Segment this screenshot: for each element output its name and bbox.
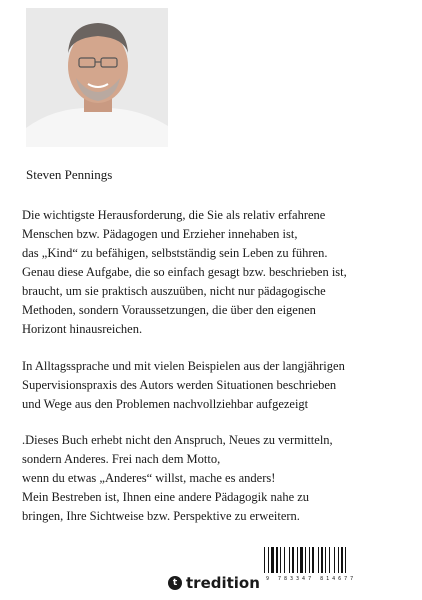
barcode-bar [312, 547, 314, 573]
description-paragraph-3 [22, 431, 400, 526]
barcode-bar [309, 547, 310, 573]
text-line: bringen, Ihre Sichtweise bzw. Perspektive zu erweitern. [22, 509, 300, 523]
barcode-bar [280, 547, 281, 573]
text-line: wenn du etwas „Anderes“ willst, mache es anders! [22, 471, 276, 485]
text-line: In Alltagssprache und mit vielen Beispielen aus der langjährigen [22, 359, 345, 373]
barcode-bar [345, 547, 346, 573]
text-line: und Wege aus den Problemen nachvollziehbar aufgezeigt [22, 397, 309, 411]
text-line: das „Kind“ zu befähigen, selbstständig sein Leben zu führen. [22, 246, 328, 260]
barcode-bar [305, 547, 306, 573]
text-line: .Dieses Buch erhebt nicht den Anspruch, Neues zu vermitteln, [22, 433, 333, 447]
text-line: Die wichtigste Herausforderung, die Sie als relativ erfahrene [22, 208, 326, 222]
barcode-bar [318, 547, 319, 573]
barcode-bar [289, 547, 290, 573]
tredition-logo-icon: t [168, 576, 182, 590]
description-paragraph-2 [22, 357, 400, 414]
publisher-name: tredition [186, 574, 260, 592]
barcode-bar [292, 547, 294, 573]
author-name: Steven Pennings [26, 167, 113, 182]
text-line: Supervisionspraxis des Autors werden Situationen beschrieben [22, 378, 337, 392]
barcode-bar [300, 547, 303, 573]
barcode-bar [284, 547, 285, 573]
barcode-bars [262, 547, 366, 575]
barcode-bar [329, 547, 330, 573]
barcode-bar [334, 547, 335, 573]
barcode-bar [264, 547, 265, 573]
publisher-logo [168, 574, 260, 592]
text-line: Horizont hinausreichen. [22, 322, 143, 336]
author-portrait-image [26, 8, 168, 147]
text-line: sondern Anderes. Frei nach dem Motto, [22, 452, 221, 466]
author-photo [26, 8, 168, 147]
barcode-bar [338, 547, 339, 573]
barcode-digits: 9 783347 814677 [266, 576, 357, 582]
text-line: Genau diese Aufgabe, die so einfach gesagt bzw. beschrieben ist, [22, 265, 347, 279]
text-line: Menschen bzw. Pädagogen und Erzieher innehaben ist, [22, 227, 298, 241]
description-paragraph-1 [22, 206, 400, 339]
text-line: braucht, um sie praktisch auszuüben, nicht nur pädagogische [22, 284, 326, 298]
barcode-bar [268, 547, 269, 573]
text-line: Mein Bestreben ist, Ihnen eine andere Pädagogik nahe zu [22, 490, 310, 504]
barcode-bar [321, 547, 323, 573]
barcode-bar [297, 547, 298, 573]
text-line: Methoden, sondern Voraussetzungen, die über den eigenen [22, 303, 316, 317]
barcode-bar [341, 547, 343, 573]
barcode-bar [325, 547, 326, 573]
barcode-bar [271, 547, 274, 573]
barcode-bar [276, 547, 278, 573]
